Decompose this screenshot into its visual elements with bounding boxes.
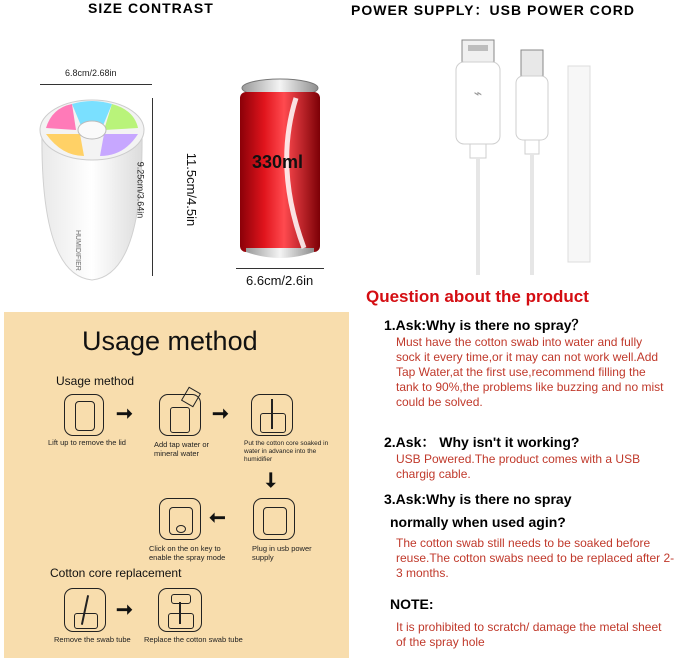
can-volume-label: 330ml [252,152,304,172]
humidifier-width-label: 6.8cm/2.68in [65,68,117,78]
answer-1: Must have the cotton swab into water and fully sock it every time,or it may can not work well.Add Tap Water,at the first use,recommend filling the tank to 90%,the problems like buzzing and no mist could be solved. [396,335,664,409]
question-3-line-2: normally when used agin? [390,514,566,530]
arrow-right-icon: ➞ [212,403,229,425]
arrow-right-icon: ➞ [116,599,133,621]
arrow-down-icon: ➞ [259,471,282,489]
usage-method-subtitle: Usage method [56,374,135,388]
arrow-left-icon: ➞ [209,507,226,529]
answer-3: The cotton swab still needs to be soaked before reuse.The cotton swabs need to be replaced after 2-3 months. [396,536,675,580]
note-title: NOTE: [390,596,434,612]
step-spray-mode-icon [159,498,201,540]
usage-method-panel [4,312,349,658]
note-text: It is prohibited to scratch/ damage the metal sheet of the spray hole [396,620,662,649]
brand-text: HUMIDIFIER [74,230,81,271]
question-2: 2.Ask： Why isn't it working? [384,434,580,450]
can-width-dimension-line [236,268,324,269]
replace-swab-icon [158,588,202,632]
step-5-caption: Click on the on key to enable the spray mode [149,544,226,562]
humidifier-illustration [32,90,152,290]
usb-cord-illustration [430,30,600,275]
replace-step-1-caption: Remove the swab tube [54,635,131,644]
step-1-caption: Lift up to remove the lid [48,438,126,447]
question-3-line-1: 3.Ask:Why is there no spray [384,491,572,507]
replace-step-2-caption: Replace the cotton swab tube [144,635,243,644]
width-dimension-line [40,84,152,85]
power-supply-heading: POWER SUPPLY：USB POWER CORD [351,2,635,18]
humidifier-height-label: 9.25cm/3.64in [135,161,146,219]
step-insert-cotton-icon [251,394,293,436]
step-remove-lid-icon [64,394,104,436]
step-2-caption: Add tap water or mineral water [154,440,210,458]
step-add-water-icon [159,394,201,436]
size-contrast-heading: SIZE CONTRAST [88,0,214,16]
qa-title: Question about the product [366,287,589,306]
can-height-label: 11.5cm/4.5in [184,152,200,227]
step-plug-usb-icon [253,498,295,540]
arrow-right-icon: ➞ [116,403,133,425]
can-width-label: 6.6cm/2.6in [246,273,314,288]
step-3-caption: Put the cotton core soaked in water in advance into the humidifier [244,440,329,463]
usb-symbol-icon: ⌁ [473,85,483,101]
question-1: 1.Ask:Why is there no spray？ [384,317,586,333]
remove-swab-icon [64,588,106,632]
size-contrast-panel [0,40,340,300]
height-dimension-line [152,98,153,276]
answer-2: USB Powered.The product comes with a USB chargig cable. [396,452,641,481]
step-4-caption: Plug in usb power supply [252,544,312,562]
usage-method-title: Usage method [82,326,258,356]
cotton-core-replacement-title: Cotton core replacement [50,566,182,580]
